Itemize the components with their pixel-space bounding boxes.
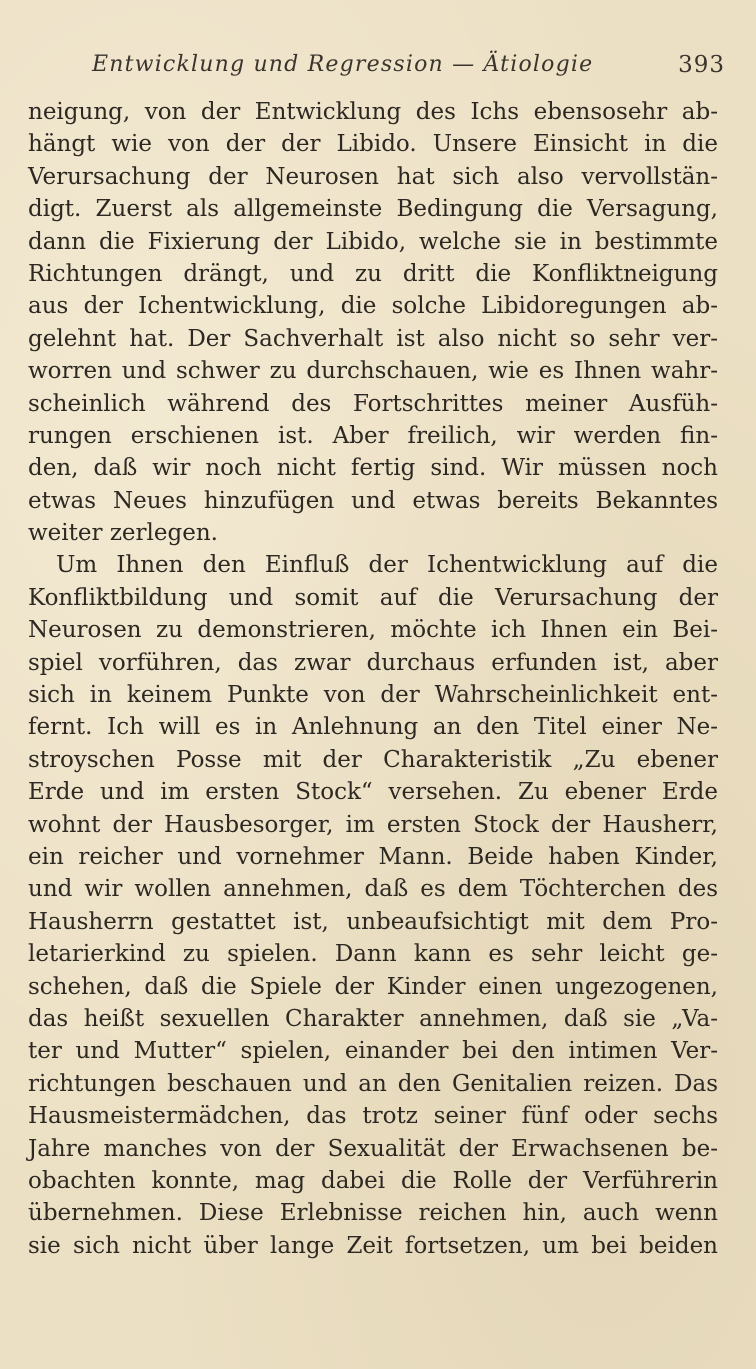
text-line: ter und Mutter“ spielen, einander bei den intimen Ver- [28,1038,718,1065]
page-number: 393 [678,52,725,78]
text-line: sie sich nicht über lange Zeit fortsetzen, um bei beiden [28,1232,718,1259]
paragraph [28,96,718,549]
text-line: sich in keinem Punkte von der Wahrscheinlichkeit ent- [28,682,718,709]
text-line: Hausherrn gestattet ist, unbeaufsichtigt mit dem Pro- [28,908,718,935]
text-line: Konfliktbildung und somit auf die Verursachung der [28,584,718,611]
text-line: richtungen beschauen und an den Genitalien reizen. Das [28,1070,718,1097]
text-line: wohnt der Hausbesorger, im ersten Stock der Hausherr, [28,811,718,838]
text-line: ein reicher und vornehmer Mann. Beide haben Kinder, [28,843,718,870]
text-line: spiel vorführen, das zwar durchaus erfunden ist, aber [28,649,718,676]
text-line: Hausmeistermädchen, das trotz seiner fünf oder sechs [28,1103,718,1130]
text-line: letarierkind zu spielen. Dann kann es sehr leicht ge- [28,941,718,968]
text-line: Verursachung der Neurosen hat sich also vervollstän- [28,163,718,190]
text-line: stroyschen Posse mit der Charakteristik „Zu ebener [28,746,718,773]
text-line: gelehnt hat. Der Sachverhalt ist also nicht so sehr ver- [28,325,718,352]
text-line: Richtungen drängt, und zu dritt die Konfliktneigung [28,260,718,287]
text-line: hängt wie von der der Libido. Unsere Einsicht in die [28,131,718,158]
text-line: schehen, daß die Spiele der Kinder einen ungezogenen, [28,973,718,1000]
text-line: neigung, von der Entwicklung des Ichs ebensosehr ab- [28,99,718,125]
text-line: etwas Neues hinzufügen und etwas bereits Bekanntes [28,487,718,514]
text-line: übernehmen. Diese Erlebnisse reichen hin, auch wenn [28,1200,718,1227]
text-line: fernt. Ich will es in Anlehnung an den Titel einer Ne- [28,714,718,741]
running-head [30,52,726,92]
text-line: Um Ihnen den Einfluß der Ichentwicklung auf die [56,552,718,579]
text-line: obachten konnte, mag dabei die Rolle der Verführerin [28,1167,718,1194]
text-line: Erde und im ersten Stock“ versehen. Zu ebener Erde [28,779,718,806]
text-line: rungen erschienen ist. Aber freilich, wir werden fin- [28,422,718,449]
text-line: und wir wollen annehmen, daß es dem Töchterchen des [28,876,718,903]
text-line: dann die Fixierung der Libido, welche sie in bestimmte [28,228,718,255]
text-line: Jahre manches von der Sexualität der Erwachsenen be- [28,1135,718,1162]
text-line: weiter zerlegen. [28,520,218,547]
text-line: worren und schwer zu durchschauen, wie es Ihnen wahr- [28,358,718,385]
text-line: digt. Zuerst als allgemeinste Bedingung die Versagung, [28,196,718,223]
text-line: scheinlich während des Fortschrittes meiner Ausfüh- [28,390,718,417]
text-line: das heißt sexuellen Charakter annehmen, daß sie „Va- [28,1005,718,1032]
text-line: Neurosen zu demonstrieren, möchte ich Ihnen ein Bei- [28,617,718,644]
body-text [28,96,718,1262]
paragraph [28,549,718,1262]
running-title: Entwicklung und Regression — Ätiologie [92,52,594,77]
text-line: aus der Ichentwicklung, die solche Libidoregungen ab- [28,293,718,320]
text-line: den, daß wir noch nicht fertig sind. Wir müssen noch [28,455,718,482]
